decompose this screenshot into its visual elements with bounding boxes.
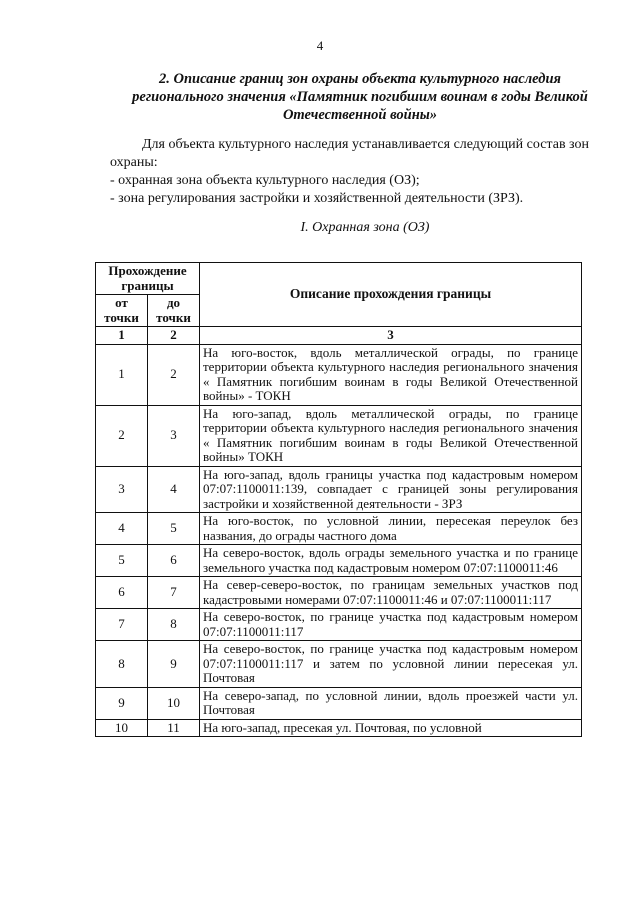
to-point: 4 xyxy=(148,466,200,513)
from-point: 10 xyxy=(96,719,148,737)
boundary-description: На северо-восток, по границе участка под кадастровым номером 07:07:1100011:117 и затем по условной линии пересекая ул. Почтовая xyxy=(200,641,582,688)
to-point: 5 xyxy=(148,513,200,545)
intro-line: Для объекта культурного наследия устанавливается следующий состав зон охраны: xyxy=(110,137,589,170)
table-row xyxy=(96,609,582,641)
header-boundary-group: Прохождение границы xyxy=(96,263,200,295)
from-point: 1 xyxy=(96,344,148,405)
subsection-title: I. Охранная зона (ОЗ) xyxy=(300,220,430,235)
to-point: 3 xyxy=(148,405,200,466)
to-point: 11 xyxy=(148,719,200,737)
table-row xyxy=(96,344,582,405)
table-row xyxy=(96,641,582,688)
header-to-point: до точки xyxy=(148,295,200,327)
table-row xyxy=(96,513,582,545)
column-index-2: 2 xyxy=(148,327,200,345)
from-point: 9 xyxy=(96,687,148,719)
table-row xyxy=(96,466,582,513)
from-point: 2 xyxy=(96,405,148,466)
from-point: 3 xyxy=(96,466,148,513)
page-number: 4 xyxy=(316,38,324,53)
boundary-description: На юго-запад, вдоль границы участка под кадастровым номером 07:07:1100011:139, совпадает с границей зоны регулирования застройки и хозяйственной деятельности - ЗРЗ xyxy=(200,466,582,513)
to-point: 6 xyxy=(148,545,200,577)
boundary-description: На северо-восток, по границе участка под кадастровым номером 07:07:1100011:117 xyxy=(200,609,582,641)
header-description: Описание прохождения границы xyxy=(200,263,582,327)
boundary-description: На север-северо-восток, по границам земельных участков под кадастровыми номерами 07:07:1100011:46 и 07:07:1100011:117 xyxy=(200,577,582,609)
table-row xyxy=(96,687,582,719)
to-point: 9 xyxy=(148,641,200,688)
from-point: 7 xyxy=(96,609,148,641)
to-point: 10 xyxy=(148,687,200,719)
table-row xyxy=(96,719,582,737)
boundary-description: На северо-запад, по условной линии, вдоль проезжей части ул. Почтовая xyxy=(200,687,582,719)
to-point: 7 xyxy=(148,577,200,609)
section-title xyxy=(130,70,590,124)
from-point: 6 xyxy=(96,577,148,609)
from-point: 4 xyxy=(96,513,148,545)
boundary-description: На юго-запад, вдоль металлической ограды, по границе территории объекта культурного наследия регионального значения « Памятник погибшим воинам в годы Великой Отечественной войны» ТОКН xyxy=(200,405,582,466)
boundary-description: На юго-восток, по условной линии, пересекая переулок без названия, до ограды частного дома xyxy=(200,513,582,545)
table-row xyxy=(96,577,582,609)
section-title-text: Описание границ зон охраны объекта культурного наследия регионального значения «Памятник погибшим воинам в годы Великой Отечественной войны» xyxy=(132,71,588,123)
boundary-description: На юго-восток, вдоль металлической ограды, по границе территории объекта культурного наследия регионального значения « Памятник погибшим воинам в годы Великой Отечественной войны» - ТОКН xyxy=(200,344,582,405)
from-point: 5 xyxy=(96,545,148,577)
intro-item-oz: - охранная зона объекта культурного наследия (ОЗ); xyxy=(110,173,420,188)
column-index-3: 3 xyxy=(200,327,582,345)
boundary-table xyxy=(95,262,582,737)
column-index-1: 1 xyxy=(96,327,148,345)
boundary-description: На юго-запад, пресекая ул. Почтовая, по условной xyxy=(200,719,582,737)
section-number: 2. xyxy=(159,71,170,87)
table-row xyxy=(96,405,582,466)
to-point: 8 xyxy=(148,609,200,641)
table-row xyxy=(96,545,582,577)
intro-item-zrz: - зона регулирования застройки и хозяйственной деятельности (ЗРЗ). xyxy=(110,191,524,206)
header-from-point: от точки xyxy=(96,295,148,327)
boundary-description: На северо-восток, вдоль ограды земельного участка и по границе земельного участка под кадастровым номером 07:07:1100011:46 xyxy=(200,545,582,577)
from-point: 8 xyxy=(96,641,148,688)
to-point: 2 xyxy=(148,344,200,405)
intro-text xyxy=(110,136,602,208)
